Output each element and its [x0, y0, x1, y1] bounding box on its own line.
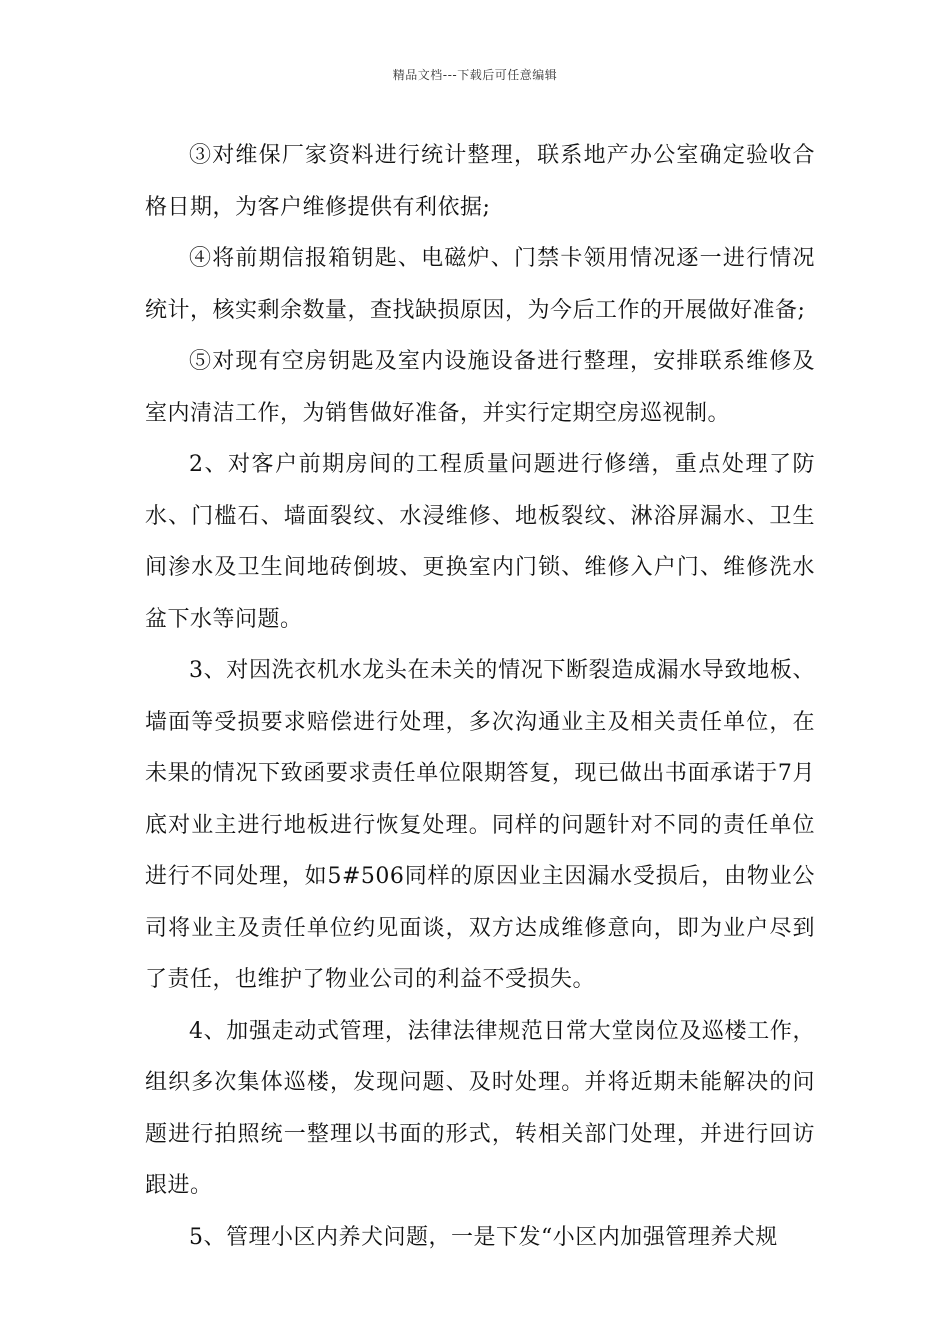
paragraph-section-3: 3、对因洗衣机水龙头在未关的情况下断裂造成漏水导致地板、墙面等受损要求赔偿进行处理，多次沟通业主及相关责任单位，在未果的情况下致函要求责任单位限期答复，现已做出书面承诺于7月底对业主进行地板进行恢复处理。同样的问题针对不同的责任单位进行不同处理，如5#506同样的原因业主因漏水受损后，由物业公司将业主及责任单位约见面谈，双方达成维修意向，即为业户尽到了责任，也维护了物业公司的利益不受损失。	[145, 658, 815, 992]
paragraph-section-5: 5、管理小区内养犬问题，一是下发“小区内加强管理养犬规	[189, 1224, 778, 1250]
page-header: 精品文档---下载后可任意编辑	[392, 68, 558, 82]
paragraph-section-4: 4、加强走动式管理，法律法律规范日常大堂岗位及巡楼工作，组织多次集体巡楼，发现问题、及时处理。并将近期未能解决的问题进行拍照统一整理以书面的形式，转相关部门处理，并进行回访跟进。	[145, 1018, 815, 1198]
document-body	[145, 130, 815, 1263]
paragraph-section-2: 2、对客户前期房间的工程质量问题进行修缮，重点处理了防水、门槛石、墙面裂纹、水浸维修、地板裂纹、淋浴屏漏水、卫生间渗水及卫生间地砖倒坡、更换室内门锁、维修入户门、维修洗水盆下水等问题。	[145, 452, 815, 632]
paragraph-item-4: ④将前期信报箱钥匙、电磁炉、门禁卡领用情况逐一进行情况统计，核实剩余数量，查找缺损原因，为今后工作的开展做好准备;	[145, 246, 815, 323]
paragraph-item-5: ⑤对现有空房钥匙及室内设施设备进行整理，安排联系维修及室内清洁工作，为销售做好准备，并实行定期空房巡视制。	[145, 349, 815, 426]
paragraph-item-3: ③对维保厂家资料进行统计整理，联系地产办公室确定验收合格日期，为客户维修提供有利依据;	[145, 143, 815, 220]
